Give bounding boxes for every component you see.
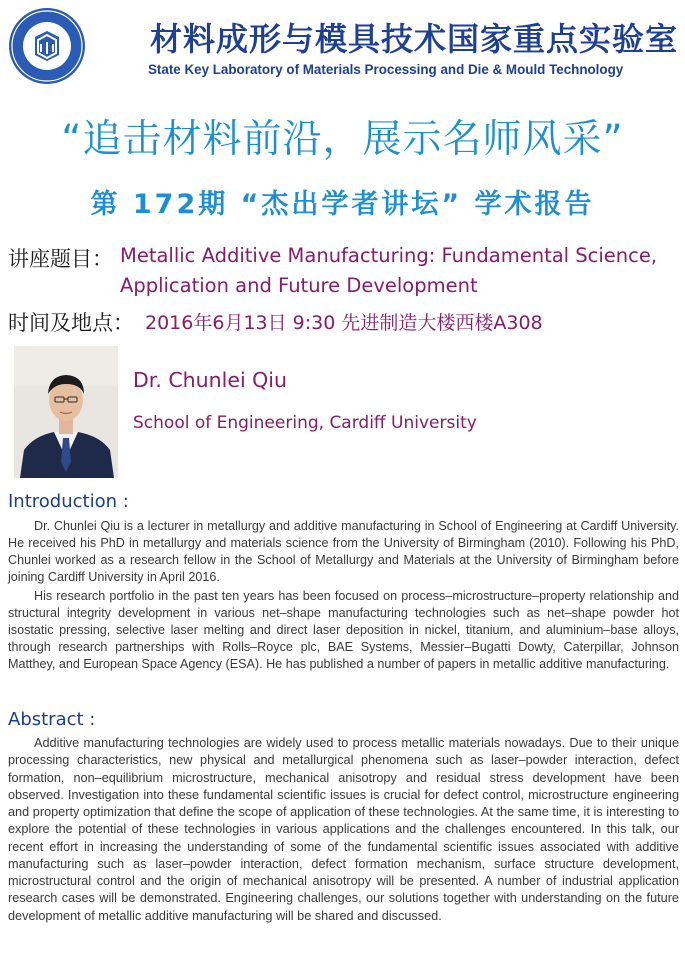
lab-name-chinese: 材料成形与模具技术国家重点实验室 <box>150 20 679 58</box>
lab-name-english: State Key Laboratory of Materials Processing and Die & Mould Technology <box>148 62 624 77</box>
slogan: “追击材料前沿，展示名师风采” <box>61 117 624 162</box>
topic-line-2: Application and Future Development <box>120 274 478 297</box>
topic-label: 讲座题目： <box>8 247 113 271</box>
speaker-photo <box>14 346 118 478</box>
topic-title <box>120 241 680 301</box>
time-place-value: 2016年6月13日 9:30 先进制造大楼西楼A308 <box>145 312 543 334</box>
topic-line-1: Metallic Additive Manufacturing: Fundamental Science, <box>120 244 658 267</box>
introduction-heading: Introduction : <box>8 491 129 512</box>
time-place-label: 时间及地点： <box>8 311 134 335</box>
abstract-heading: Abstract : <box>8 709 96 730</box>
university-seal-icon <box>8 7 86 85</box>
introduction-paragraph-1: Dr. Chunlei Qiu is a lecturer in metallurgy and additive manufacturing in School of Engineering at Cardiff University. He received his PhD in metallurgy and materials science from the University of Birmingham (2010). Following his PhD, Chunlei worked as a research fellow in the School of Metallurgy and Materials at the University of Birmingham before joining Cardiff University in April 2016. <box>8 519 679 585</box>
series-title: 第 172期 “杰出学者讲坛” 学术报告 <box>90 189 595 220</box>
speaker-name: Dr. Chunlei Qiu <box>133 368 288 392</box>
speaker-affiliation: School of Engineering, Cardiff University <box>133 413 477 433</box>
abstract-paragraph: Additive manufacturing technologies are widely used to process metallic materials nowadays. Due to their unique processing characteristics, new physical and metallurgical phenomena such as laser–powder interaction, defect formation, non–equilibrium microstructure, mechanical anisotropy and residual stress development have been observed. Investigation into these fundamental scientific issues is crucial for defect control, microstructure engineering and property optimization that define the scope of application of these technologies. At the same time, it is interesting to explore the potential of these technologies in various applications and the challenges encountered. In this talk, our recent effort in increasing the understanding of some of the fundamental scientific issues associated with additive manufacturing such as laser–powder interaction, defect formation mechanism, surface structure development, microstructural control and the origin of mechanical anisotropy will be presented. A number of industrial application research cases will be demonstrated. Engineering challenges, our solutions together with understanding on the future development of metallic additive manufacturing will be shared and discussed. <box>8 736 679 923</box>
introduction-paragraph-2: His research portfolio in the past ten years has been focused on process–microstructure–property relationship and structural integrity development in various net–shape manufacturing technologies such as net–shape powder hot isostatic pressing, selective laser melting and direct laser deposition in nickel, titanium, and aluminium–base alloys, through research partnerships with Rolls–Royce plc, BAE Systems, Messier–Bugatti Dowty, Caterpillar, Johnson Matthey, and European Space Agency (ESA). He has published a number of papers in metallic additive manufacturing. <box>8 589 679 672</box>
